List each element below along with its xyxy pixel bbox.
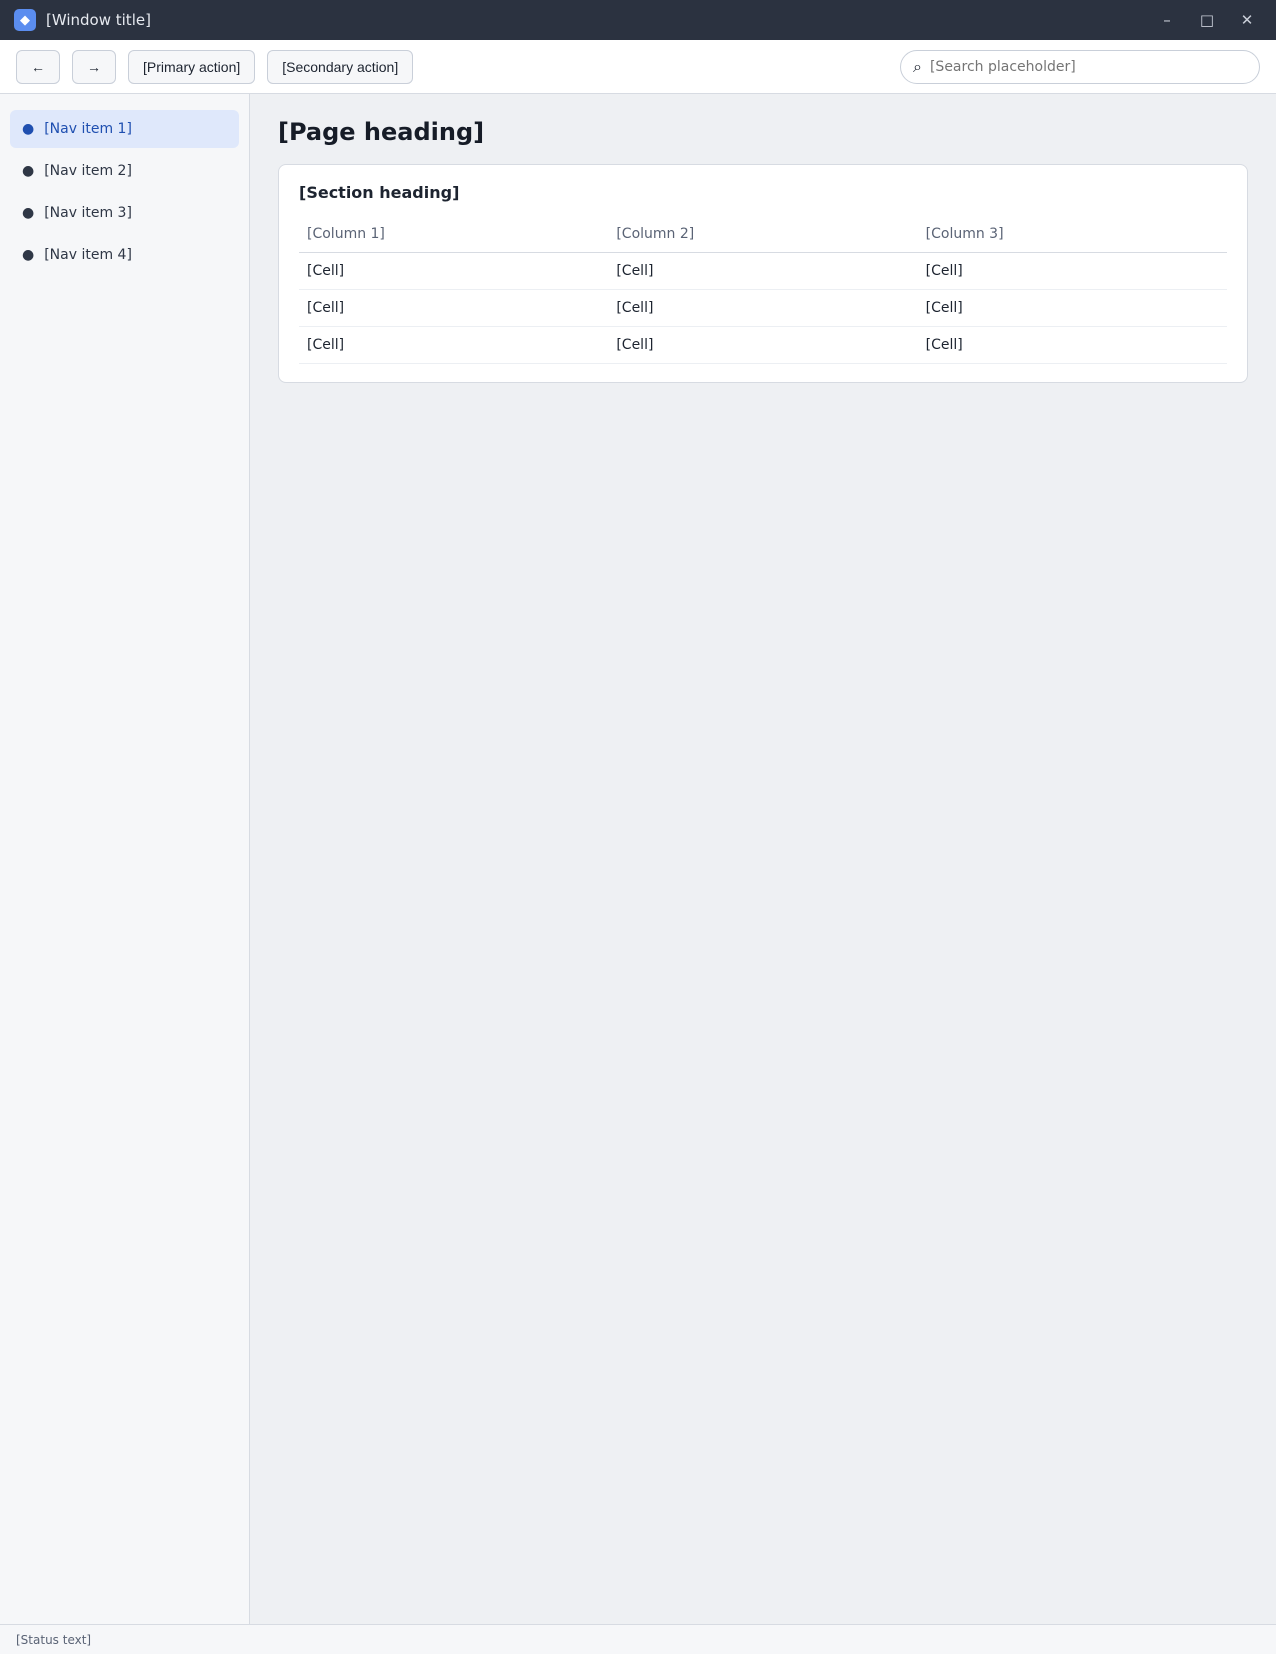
column-header[interactable]: [Column 3] bbox=[918, 216, 1227, 253]
nav-dot-icon: ● bbox=[22, 163, 35, 179]
nav-dot-icon: ● bbox=[22, 247, 35, 263]
arrow-right-icon: → bbox=[87, 58, 101, 75]
sidebar-item-4[interactable] bbox=[10, 236, 239, 274]
table-cell: [Cell] bbox=[608, 253, 917, 290]
table-cell: [Cell] bbox=[918, 253, 1227, 290]
column-header[interactable]: [Column 2] bbox=[608, 216, 917, 253]
minimize-button[interactable]: – bbox=[1163, 11, 1171, 29]
sidebar-item-2[interactable] bbox=[10, 152, 239, 190]
sidebar-item-label: [Nav item 2] bbox=[44, 163, 132, 179]
column-header[interactable]: [Column 1] bbox=[299, 216, 608, 253]
content-card bbox=[278, 164, 1248, 383]
table-header-row bbox=[299, 216, 1227, 253]
close-button[interactable]: ✕ bbox=[1240, 11, 1254, 29]
sidebar-item-label: [Nav item 4] bbox=[44, 247, 132, 263]
arrow-left-icon: ← bbox=[31, 58, 45, 75]
forward-button[interactable] bbox=[72, 50, 116, 84]
table-cell: [Cell] bbox=[608, 290, 917, 327]
sidebar-item-label: [Nav item 1] bbox=[44, 121, 132, 137]
table-row[interactable] bbox=[299, 253, 1227, 290]
table-cell: [Cell] bbox=[299, 253, 608, 290]
back-button[interactable] bbox=[16, 50, 60, 84]
table-cell: [Cell] bbox=[299, 290, 608, 327]
table-row[interactable] bbox=[299, 290, 1227, 327]
table-cell: [Cell] bbox=[608, 327, 917, 364]
primary-action-button[interactable]: [Primary action] bbox=[128, 50, 255, 84]
sidebar-item-1[interactable] bbox=[10, 110, 239, 148]
search-input[interactable] bbox=[930, 59, 1247, 75]
secondary-action-button[interactable]: [Secondary action] bbox=[267, 50, 413, 84]
page-title: [Page heading] bbox=[278, 118, 485, 146]
status-bar bbox=[0, 1624, 1276, 1654]
search-icon: ⌕ bbox=[913, 56, 922, 76]
maximize-button[interactable]: □ bbox=[1199, 11, 1215, 29]
window-title: [Window title] bbox=[46, 11, 151, 29]
sidebar-item-label: [Nav item 3] bbox=[44, 205, 132, 221]
main-panel bbox=[250, 94, 1276, 1624]
table-cell: [Cell] bbox=[918, 327, 1227, 364]
data-table bbox=[299, 216, 1227, 364]
section-title: [Section heading] bbox=[299, 183, 460, 202]
table-cell: [Cell] bbox=[299, 327, 608, 364]
sidebar-item-3[interactable] bbox=[10, 194, 239, 232]
nav-dot-icon: ● bbox=[22, 205, 35, 221]
content-area bbox=[0, 94, 1276, 1624]
table-cell: [Cell] bbox=[918, 290, 1227, 327]
toolbar bbox=[0, 40, 1276, 94]
title-bar bbox=[0, 0, 1276, 40]
status-text: [Status text] bbox=[16, 1632, 92, 1647]
nav-dot-icon: ● bbox=[22, 121, 35, 137]
search-box[interactable] bbox=[900, 50, 1260, 84]
app-icon: ◆ bbox=[14, 9, 36, 31]
sidebar bbox=[0, 94, 250, 1624]
table-row[interactable] bbox=[299, 327, 1227, 364]
